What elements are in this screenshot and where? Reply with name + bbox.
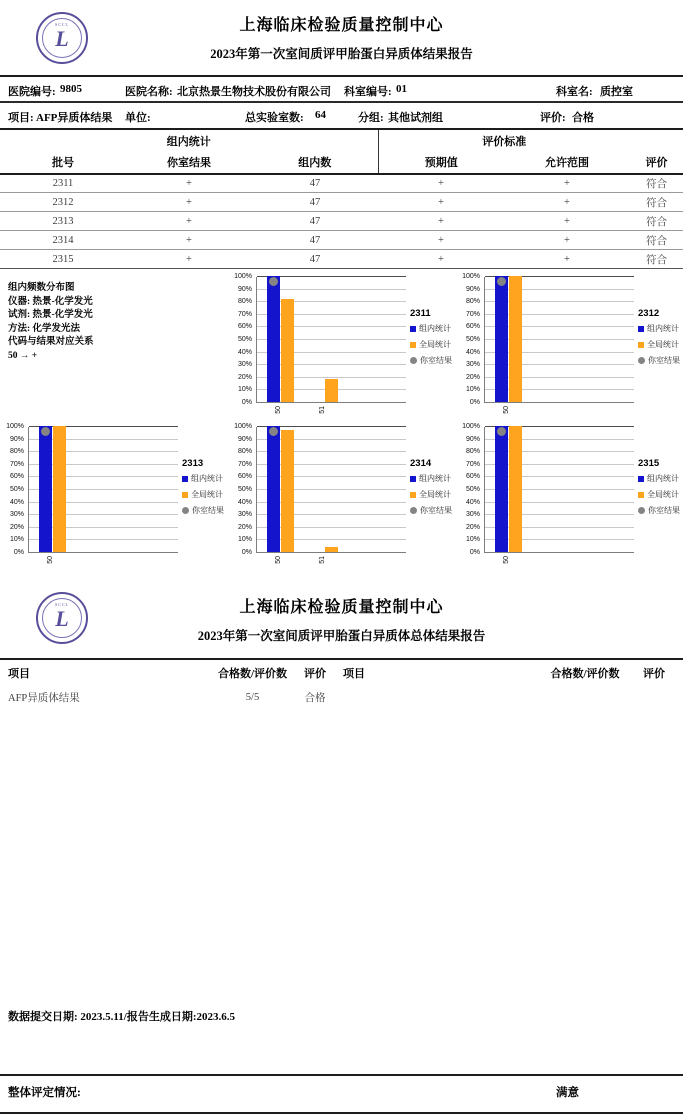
legend-entry: [410, 473, 460, 484]
logo-monogram: L: [55, 26, 69, 51]
table-cell: +: [126, 193, 252, 212]
table-cell: 47: [252, 231, 378, 250]
legend-label: 全局统计: [647, 340, 679, 349]
overall-pass-ratio: 5/5: [245, 691, 260, 703]
y-axis-tick: 50%: [9, 486, 24, 493]
legend-entry: [638, 323, 683, 334]
divider: [0, 1074, 683, 1076]
batch-table-body: [0, 174, 683, 269]
y-axis-tick: 90%: [237, 435, 252, 443]
y-axis-tick: 100%: [462, 423, 480, 430]
info-line: 50 → +: [8, 350, 38, 361]
y-axis-tick: 30%: [9, 511, 24, 519]
report2-title: 上海临床检验质量控制中心: [239, 599, 444, 616]
legend-square-marker-icon: [638, 476, 644, 482]
y-axis-tick: 50%: [237, 336, 252, 343]
table-cell: +: [378, 193, 504, 212]
y-axis-tick: 60%: [237, 473, 252, 481]
frequency-chart-2312: [456, 272, 683, 422]
table-cell: 47: [252, 174, 378, 193]
report1-subtitle: 2023年第一次室间质评甲胎蛋白异质体结果报告: [210, 47, 473, 61]
y-axis-tick: 30%: [465, 361, 480, 369]
y-axis-tick: 0%: [13, 549, 24, 556]
col-header-eval-2: 评价: [643, 667, 665, 680]
plot-area: [256, 427, 406, 553]
overall-item: AFP异质体结果: [8, 692, 80, 704]
y-axis-tick: 0%: [469, 399, 480, 406]
table-cell: +: [378, 250, 504, 269]
bar-组内统计: [267, 426, 280, 552]
legend-label: 组内统计: [647, 324, 679, 333]
report-dates: 数据提交日期: 2023.5.11/报告生成日期:2023.6.5: [8, 1011, 236, 1023]
report2-subtitle: 2023年第一次室间质评甲胎蛋白异质体总体结果报告: [197, 629, 486, 643]
legend-square-marker-icon: [638, 326, 644, 332]
bar-全局统计: [509, 426, 522, 552]
table-cell: +: [126, 231, 252, 250]
legend-square-marker-icon: [410, 492, 416, 498]
dept-no-value: 01: [396, 83, 407, 95]
table-cell: 符合: [630, 231, 683, 250]
legend-entry: [638, 489, 683, 500]
bar-组内统计: [39, 426, 52, 552]
charts-section: [0, 272, 683, 572]
y-axis-tick: 90%: [9, 435, 24, 443]
bar-全局统计: [53, 426, 66, 552]
y-axis-tick: 70%: [237, 460, 252, 468]
y-axis-tick: 30%: [465, 511, 480, 519]
legend-square-marker-icon: [638, 492, 644, 498]
y-axis-tick: 20%: [237, 373, 252, 381]
col-header-eval: 评价: [304, 667, 326, 680]
legend-entry: [638, 339, 683, 350]
group-value: 其他试剂组: [388, 111, 443, 124]
x-axis-tick: 50: [503, 556, 510, 564]
logo-monogram: L: [55, 606, 69, 631]
col-header-item: 项目: [8, 667, 30, 680]
y-axis-tick: 80%: [465, 448, 480, 456]
y-axis-tick: 40%: [9, 498, 24, 506]
col-header-allowed: 允许范围: [545, 157, 590, 169]
hospital-no-label: 医院编号:: [8, 86, 56, 98]
bar-全局统计: [509, 276, 522, 402]
y-axis-tick: 40%: [237, 348, 252, 356]
bar-全局统计: [281, 430, 294, 552]
legend-square-marker-icon: [410, 326, 416, 332]
total-labs-value: 64: [315, 108, 326, 121]
overall-results-table: [0, 658, 683, 709]
info-line: 组内频数分布图: [8, 283, 75, 293]
legend-label: 你室结果: [648, 506, 680, 515]
legend-label: 全局统计: [647, 490, 679, 499]
bar-全局统计: [325, 547, 338, 552]
y-axis-tick: 30%: [237, 511, 252, 519]
item-info-row: [0, 103, 683, 128]
info-line: 代码与结果对应关系: [8, 337, 94, 347]
legend-entry: [182, 473, 232, 484]
y-axis-tick: 50%: [237, 486, 252, 493]
y-axis-tick: 40%: [237, 498, 252, 506]
plot-area: [484, 427, 634, 553]
table-cell: +: [126, 250, 252, 269]
legend-entry: [410, 339, 460, 350]
table-cell: 符合: [630, 174, 683, 193]
y-axis-tick: 10%: [237, 386, 252, 394]
legend-entry: [410, 355, 460, 366]
legend-label: 组内统计: [419, 474, 451, 483]
dept-no-label: 科室编号:: [344, 86, 392, 98]
chart-legend: [638, 458, 683, 521]
x-axis-tick: 50: [503, 406, 510, 414]
legend-circle-marker-icon: [638, 357, 645, 364]
y-axis-tick: 20%: [465, 523, 480, 531]
marker-your-result: [497, 427, 506, 436]
frequency-chart-2313: [0, 422, 228, 572]
logo-rim-text: SCCL: [54, 22, 69, 27]
y-axis-tick: 0%: [241, 549, 252, 556]
table-cell: +: [126, 174, 252, 193]
y-axis-tick: 70%: [465, 460, 480, 468]
legend-entry: [638, 355, 683, 366]
legend-entry: [410, 489, 460, 500]
overall-eval: 合格: [304, 692, 326, 704]
col-header-your-result: 你室结果: [167, 157, 211, 169]
table-cell: 2315: [0, 250, 126, 269]
eval-value: 合格: [572, 111, 594, 124]
y-axis-tick: 60%: [465, 473, 480, 481]
legend-label: 全局统计: [191, 490, 223, 499]
frequency-chart-2311: [228, 272, 456, 422]
table-cell: 47: [252, 250, 378, 269]
y-axis-tick: 70%: [465, 310, 480, 318]
y-axis-tick: 80%: [9, 448, 24, 456]
y-axis-tick: 10%: [237, 536, 252, 544]
table-row: [0, 231, 683, 250]
y-axis-tick: 10%: [465, 536, 480, 544]
legend-entry: [410, 323, 460, 334]
logo-inner-ring: [42, 598, 82, 638]
table-row: [0, 193, 683, 212]
table-cell: 47: [252, 212, 378, 231]
y-axis-tick: 80%: [237, 298, 252, 306]
info-line: 方法: 化学发光法: [8, 323, 81, 334]
report1-header: [0, 0, 683, 75]
col-header-batch: 批号: [52, 157, 74, 169]
y-axis-tick: 80%: [237, 448, 252, 456]
col-header-eval: 评价: [645, 157, 668, 169]
legend-square-marker-icon: [182, 492, 188, 498]
dept-name-label: 科室名:: [556, 86, 593, 98]
legend-label: 你室结果: [420, 356, 452, 365]
table-cell: +: [378, 212, 504, 231]
chart-title: 2314: [410, 458, 432, 469]
group-label: 分组:: [358, 111, 384, 124]
legend-label: 你室结果: [420, 506, 452, 515]
y-axis-tick: 100%: [234, 273, 252, 280]
table-cell: 2314: [0, 231, 126, 250]
y-axis-tick: 0%: [241, 399, 252, 406]
chart-legend: [410, 308, 460, 371]
table-cell: +: [504, 193, 630, 212]
col-header-group-count: 组内数: [252, 152, 378, 174]
table-cell: 符合: [630, 193, 683, 212]
x-axis-tick: 50: [275, 406, 282, 414]
table-cell: +: [378, 174, 504, 193]
y-axis-tick: 70%: [9, 460, 24, 468]
info-line: 仪器: 热景-化学发光: [8, 296, 93, 307]
y-axis-tick: 60%: [237, 323, 252, 331]
analysis-info-block: [0, 272, 228, 422]
sccl-logo-icon: [36, 592, 88, 644]
legend-label: 组内统计: [191, 474, 223, 483]
dept-name-value: 质控室: [600, 86, 633, 98]
legend-circle-marker-icon: [182, 507, 189, 514]
y-axis-tick: 60%: [9, 473, 24, 481]
y-axis-tick: 60%: [465, 323, 480, 331]
marker-your-result: [269, 277, 278, 286]
group-header-criteria: 评价标准: [482, 135, 527, 148]
y-axis-tick: 10%: [465, 386, 480, 394]
col-header-pass-ratio: 合格数/评价数: [217, 667, 288, 680]
divider: [0, 1112, 683, 1114]
col-header-pass-ratio-2: 合格数/评价数: [550, 667, 620, 680]
table-cell: +: [504, 212, 630, 231]
bar-组内统计: [495, 426, 508, 552]
chart-legend: [182, 458, 232, 521]
bar-组内统计: [267, 276, 280, 402]
marker-your-result: [269, 427, 278, 436]
chart-title: 2313: [182, 458, 204, 469]
hospital-info-row: [0, 77, 683, 101]
item-label: 项目:: [8, 111, 34, 124]
legend-square-marker-icon: [410, 476, 416, 482]
y-axis-tick: 70%: [237, 310, 252, 318]
legend-square-marker-icon: [182, 476, 188, 482]
y-axis-tick: 90%: [465, 285, 480, 293]
total-labs-label: 总实验室数:: [245, 111, 304, 124]
table-cell: +: [378, 231, 504, 250]
frequency-chart-2315: [456, 422, 683, 572]
table-cell: 47: [252, 193, 378, 212]
legend-label: 组内统计: [419, 324, 451, 333]
y-axis-tick: 100%: [6, 423, 24, 430]
y-axis-tick: 20%: [465, 373, 480, 381]
legend-circle-marker-icon: [638, 507, 645, 514]
legend-entry: [638, 473, 683, 484]
col-header-item-2: 项目: [343, 667, 365, 680]
y-axis-tick: 20%: [9, 523, 24, 531]
bar-组内统计: [495, 276, 508, 402]
table-cell: +: [504, 174, 630, 193]
hospital-no-value: 9805: [60, 83, 82, 95]
frequency-chart-2314: [228, 422, 456, 572]
table-cell: +: [504, 231, 630, 250]
y-axis-tick: 90%: [465, 435, 480, 443]
table-row: [0, 174, 683, 193]
legend-square-marker-icon: [638, 342, 644, 348]
table-cell: 2313: [0, 212, 126, 231]
report2-header: [0, 586, 683, 658]
chart-legend: [638, 308, 683, 371]
x-axis-tick: 50: [275, 556, 282, 564]
report1-title: 上海临床检验质量控制中心: [239, 17, 444, 34]
y-axis-tick: 50%: [465, 486, 480, 493]
logo-inner-ring: [42, 18, 82, 58]
hospital-name-value: 北京热景生物技术股份有限公司: [177, 86, 331, 98]
legend-label: 组内统计: [647, 474, 679, 483]
x-axis-tick: 51: [319, 556, 326, 564]
table-cell: 2312: [0, 193, 126, 212]
legend-entry: [638, 505, 683, 516]
group-header-within: 组内统计: [0, 130, 378, 152]
item-value: AFP异质体结果: [36, 111, 113, 124]
legend-circle-marker-icon: [410, 357, 417, 364]
legend-label: 全局统计: [419, 340, 451, 349]
bar-全局统计: [281, 299, 294, 402]
plot-area: [484, 277, 634, 403]
y-axis-tick: 40%: [465, 498, 480, 506]
plot-area: [28, 427, 178, 553]
table-cell: 符合: [630, 250, 683, 269]
table-row: [0, 685, 683, 709]
legend-label: 你室结果: [648, 356, 680, 365]
plot-area: [256, 277, 406, 403]
marker-your-result: [497, 277, 506, 286]
sccl-logo-icon: [36, 12, 88, 64]
y-axis-tick: 80%: [465, 298, 480, 306]
chart-title: 2312: [638, 308, 660, 319]
info-line: 试剂: 热景-化学发光: [8, 310, 93, 320]
legend-entry: [182, 505, 232, 516]
overall-assessment-value: 满意: [556, 1087, 579, 1099]
chart-title: 2311: [410, 308, 431, 319]
legend-square-marker-icon: [410, 342, 416, 348]
x-axis-tick: 51: [319, 406, 326, 414]
y-axis-tick: 100%: [234, 423, 252, 430]
table-cell: 符合: [630, 212, 683, 231]
table-cell: +: [126, 212, 252, 231]
y-axis-tick: 90%: [237, 285, 252, 293]
x-axis-tick: 50: [47, 556, 54, 564]
y-axis-tick: 20%: [237, 523, 252, 531]
logo-rim-text: SCCL: [54, 602, 69, 607]
bar-全局统计: [325, 379, 338, 402]
y-axis-tick: 0%: [469, 549, 480, 556]
table-cell: 2311: [0, 174, 126, 193]
y-axis-tick: 40%: [465, 348, 480, 356]
y-axis-tick: 100%: [462, 273, 480, 280]
y-axis-tick: 10%: [9, 536, 24, 544]
unit-label: 单位:: [125, 111, 151, 124]
legend-label: 全局统计: [419, 490, 451, 499]
overall-assessment-label: 整体评定情况:: [8, 1087, 81, 1099]
batch-results-table: [0, 130, 683, 270]
legend-label: 你室结果: [192, 506, 224, 515]
table-cell: +: [504, 250, 630, 269]
eval-label: 评价:: [540, 111, 566, 124]
legend-entry: [410, 505, 460, 516]
col-header-expected: 预期值: [424, 157, 458, 169]
table-row: [0, 250, 683, 269]
chart-title: 2315: [638, 458, 660, 469]
chart-legend: [410, 458, 460, 521]
y-axis-tick: 30%: [237, 361, 252, 369]
marker-your-result: [41, 427, 50, 436]
y-axis-tick: 50%: [465, 336, 480, 343]
legend-entry: [182, 489, 232, 500]
hospital-name-label: 医院名称:: [125, 86, 173, 98]
legend-circle-marker-icon: [410, 507, 417, 514]
table-row: [0, 212, 683, 231]
